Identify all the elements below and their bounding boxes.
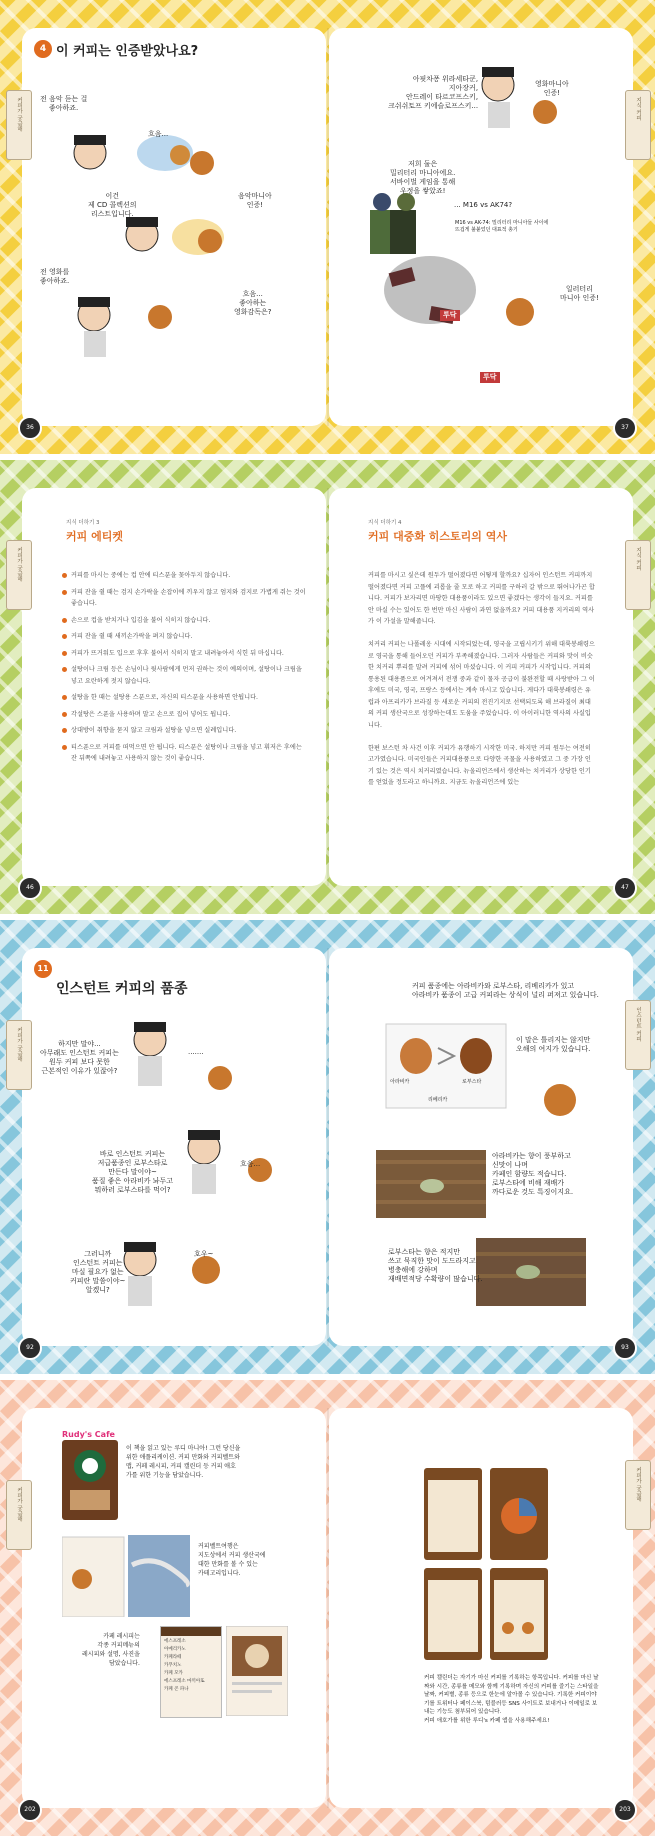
menu-item: 카푸치노 xyxy=(164,1663,182,1668)
list-item: 커피 잔을 쥘 때 새끼손가락을 펴지 않습니다. xyxy=(62,631,307,643)
spread-2 xyxy=(0,460,655,914)
side-tag-right: 지식 커피 xyxy=(625,540,651,610)
menu-item: 카페 콘 파나 xyxy=(164,1687,189,1692)
list-item: 티스푼으로 커피를 떠먹으면 안 됩니다. 티스푼은 설탕이나 크림을 넣고 휘저은 후에는 잔 뒤쪽에 내려놓고 사용하지 않는 것이 좋습니다. xyxy=(62,742,307,765)
app-description: 커피벨트여행은 지도상에서 커피 생산국에 대한 만화를 볼 수 있는 카테고리입니다. xyxy=(198,1543,266,1577)
section-label: 지식 더하기 4 xyxy=(368,520,402,526)
spread-4 xyxy=(0,1380,655,1836)
side-tag-left: 커피가 궁금해 xyxy=(6,1480,32,1550)
app-description: 이 책을 읽고 있는 루디 마니아! 그런 당신을 위한 애플리케이션. 커피 만화와 커피벨트와 맵, 커페 레시피, 커피 캘린더 등 커피 애호 가를 위한 기능을 담았습니다. xyxy=(126,1445,241,1479)
speech-bubble: 영화마니아 인증! xyxy=(535,80,569,97)
chart-label: 아라비카 xyxy=(390,1079,410,1085)
list-item: 커피를 마시는 중에는 컵 안에 티스푼을 꽂아두지 않습니다. xyxy=(62,570,307,582)
list-item: 설탕이나 크림 등은 손님이나 윗사람에게 먼저 권하는 것이 예의이며, 설탕이나 크림을 넣고 요란하게 젓지 않습니다. xyxy=(62,664,307,687)
chapter-number: 4 xyxy=(34,40,52,58)
page-fold xyxy=(327,488,329,886)
page-number-right: 37 xyxy=(613,416,637,440)
page-number-right: 47 xyxy=(613,876,637,900)
speech-bubble: 일러터리 마니아 인증! xyxy=(560,285,599,302)
speech-bubble: 흐음... xyxy=(148,130,169,138)
page-number-left: 202 xyxy=(18,1798,42,1822)
app-icon-screen xyxy=(62,1440,118,1520)
side-tag-left: 커피가 궁금해 xyxy=(6,90,32,160)
info-text: 커피 품종에는 아라비카와 로부스타, 리베리카가 있고 아라비카 품종이 고급 커피라는 상식이 널리 퍼져고 있습니다. xyxy=(412,982,599,999)
side-tag-right: 인스턴트 커피 xyxy=(625,1000,651,1070)
page-fold xyxy=(327,28,329,426)
spread-3 xyxy=(0,920,655,1374)
speech-bubble: 전 영화를 좋아하죠. xyxy=(40,268,70,285)
menu-item: 아메리카노 xyxy=(164,1647,186,1652)
menu-item: 카페 모카 xyxy=(164,1671,183,1676)
info-text: 아라비카는 향이 풍부하고 신맛이 나며 카페인 함량도 적습니다. 로부스타에 비해 재배가 까다로운 것도 특징이지요. xyxy=(492,1152,574,1196)
speech-bubble: ... M16 vs AK74? xyxy=(454,201,513,209)
speech-bubble: 이건 제 CD 콜렉션의 리스트입니다. xyxy=(88,192,137,218)
section-label: 지식 더하기 3 xyxy=(66,520,100,526)
recipe-menu-screen xyxy=(160,1626,222,1718)
calendar-screens xyxy=(424,1468,550,1664)
section-heading: 커피 대중화 히스토리의 역사 xyxy=(368,530,507,543)
speech-bubble: 하지만 말야... 아무래도 인스턴트 커피는 원두 커피 보다 못한 근본적인 이유가 있잖아? xyxy=(40,1040,119,1075)
sound-effect: 투닥 xyxy=(440,310,460,321)
chapter-title: 이 커피는 인증받았나요? xyxy=(56,44,199,59)
speech-bubble: 음악마니아 인증! xyxy=(238,192,272,209)
chapter-title: 인스턴트 커피의 품종 xyxy=(56,981,188,997)
menu-item: 에스프레소 xyxy=(164,1639,186,1644)
page-number-left: 46 xyxy=(18,876,42,900)
page-fold xyxy=(327,948,329,1346)
page-fold xyxy=(327,1408,329,1808)
side-tag-left: 커피가 궁금해 xyxy=(6,1020,32,1090)
menu-list xyxy=(161,1636,221,1696)
speech-bubble: 아핏차퐁 위라세타쿤, 지아장커, 안드레이 타르코프스키, 크쉬쉬토프 키에슬로프스키... xyxy=(388,75,479,110)
speech-bubble: 전 음악 듣는 걸 좋아하죠. xyxy=(40,95,88,112)
side-tag-right: 지식 커피 xyxy=(625,90,651,160)
list-item: 상대방이 취향을 묻지 않고 크림과 설탕을 넣으면 실례입니다. xyxy=(62,725,307,737)
history-text: 커피를 마시고 싶은데 원두가 떨어졌다면 어떻게 할까요? 십자어 인스턴트 커피까지 떨어졌다면 커피 고플에 괴롭을 줄 모로 하고 커피를 구하러 갈 밖으로 뛰어나가곤 합니다. 커피가 보자리면 마땅한 대용품이라도 있으면 좋겠다는 생각이 들지요. 커피를 안 마실 수는 있어도 한 번만 마신 사람이 과연 없을까요? 커피 대용품 지커리의 역사가 이 가설을 말해줍니다. 치커리 커피는 나폴레옹 시대에 시작되었는데, 영국을 고립시키기 위해 대륙봉쇄령으로 영국을 통해 들어오던 커피가 부족해졌습니다. 그러자 사람들은 커피와 맛이 비슷한 치커리 뿌리를 말려 커피에 섞어 마셨습니다. 이 커피 커피가 시작입니다. 커피의 통용된 대용품으로 여겨져서 전쟁 중과 같이 물자 공급이 불완전할 때 사랑받아 그 이후에도 미국, 영국, 프랑스 등에서는 계속 마시고 있습니다. 게다가 대륙봉쇄령은 유럽과 아프리카가 브라질 등 새로운 커피의 전진기지로 선택되도록 해 브라질이 최대의 커피 생산국으로 성장하는데도 도움을 주었습니다. 이 아이러니한 역사의 사실입니다. 한편 보스턴 차 사건 이후 커피가 유행하기 시작한 미국. 하지만 커피 원두는 여전히 고가였습니다. 미국인들은 커피대용품으로 다양한 곡물을 사용하였고 그 중 가장 인기 있는 것은 역시 치커리였습니다. 뉴올리언즈에서 생산하는 치커리가 상당한 인기를 얻었을 정도라고 하니까요. 지금도 뉴올리언즈에 있는 xyxy=(368,572,595,786)
raccoon-illustration xyxy=(530,1070,590,1130)
list-item: 설탕을 한 때는 설탕용 스푼으로, 자신의 티스푼을 사용하면 안됩니다. xyxy=(62,692,307,704)
spread-1 xyxy=(0,0,655,454)
menu-item: 에스프레소 마끼아또 xyxy=(164,1679,205,1684)
info-text: 로부스타는 향은 적지만 쓰고 묵직한 맛이 도드라지고 병충해에 강하며 재배면적당 수확량이 많습니다. xyxy=(388,1248,483,1283)
list-item: 손으로 컵을 받치거나 입김을 불어 식히지 않습니다. xyxy=(62,615,307,627)
chart-label: 리베리카 xyxy=(428,1097,448,1103)
list-item: 커피 잔을 쥘 때는 검지 손가락을 손잡이에 끼우지 않고 엄지와 검지로 가볍게 쥐는 것이 좋습니다. xyxy=(62,587,307,610)
list-item: 커피가 뜨거워도 입으로 후후 불어서 식히지 말고 내려놓아서 식힌 뒤 마십니다. xyxy=(62,648,307,660)
chart-label: 로부스타 xyxy=(462,1079,482,1085)
etiquette-list xyxy=(62,570,307,770)
page-number-right: 203 xyxy=(613,1798,637,1822)
recipe-detail-screen xyxy=(226,1626,288,1716)
speech-bubble: 그러니까 인스턴트 커피는 마실 필요가 없는 커피란 말씀이야~ 알겠니? xyxy=(70,1250,126,1294)
chapter-number: 11 xyxy=(34,960,52,978)
speech-bubble: 저희 둘은 밀리터리 마니아에요. 서바이벌 게임을 통해 우정을 쌓았죠! xyxy=(390,160,456,195)
speech-bubble: 이 말은 틀리지는 않지만 오해의 여지가 있습니다. xyxy=(516,1036,591,1053)
app-description: 카페 레시피는 각종 커피메뉴의 레시피와 설명, 사진을 담았습니다. xyxy=(82,1633,140,1667)
side-tag-right: 커피가 궁금해 xyxy=(625,1460,651,1530)
speech-bubble: 흐음... xyxy=(240,1160,261,1168)
section-heading: 커피 에티켓 xyxy=(66,530,123,543)
calendar-description: 커피 캘린더는 자기가 마신 커피를 기록하는 항목입니다. 커피를 마신 날짜와 시간, 종류를 메모와 함께 기록하며 자신의 커피를 즐기는 스타일을 날짜, 커피별, 종류 등으로 한눈에 알아볼 수 있습니다. 기록한 커피이야기를 트위터나 페이스북, 텀블러등 SNS 사이트로 보내거나 이메일로 보내는 기능도 첨부되어 있습니다. 커피 애호가를 위한 루디's 카페 앱을 사용해주세요! xyxy=(424,1675,599,1724)
cafe-title: Rudy's Cafe xyxy=(62,1430,115,1439)
speech-bubble: ....... xyxy=(188,1048,204,1056)
speech-bubble: 바로 인스턴트 커피는 저급품종인 로부스타로 만든다 말이야~ 품질 좋은 아라비카 놔두고 뭐하러 로부스타를 먹어? xyxy=(92,1150,174,1194)
menu-item: 카페라떼 xyxy=(164,1655,182,1660)
caption: M16 vs AK-74: 밀리터리 마니아들 사이에 뜨겁게 불붙었던 대표적 총기 xyxy=(455,220,549,233)
robusta-photo xyxy=(476,1238,586,1306)
side-tag-left: 커피가 궁금해 xyxy=(6,540,32,610)
list-item: 각설탕은 스푼을 사용하며 말고 손으로 집어 넣어도 됩니다. xyxy=(62,709,307,721)
sound-effect: 투닥 xyxy=(480,372,500,383)
page-number-left: 36 xyxy=(18,416,42,440)
coffee-belt-screens xyxy=(62,1535,190,1617)
speech-bubble: 호우~ xyxy=(194,1250,214,1258)
bean-comparison-chart xyxy=(378,1020,518,1130)
speech-bubble: 흐음... 좋아하는 영화감독은? xyxy=(234,290,272,316)
page-number-right: 93 xyxy=(613,1336,637,1360)
arabica-photo xyxy=(376,1150,486,1218)
comic-illustrations-left xyxy=(70,125,250,385)
page-number-left: 92 xyxy=(18,1336,42,1360)
